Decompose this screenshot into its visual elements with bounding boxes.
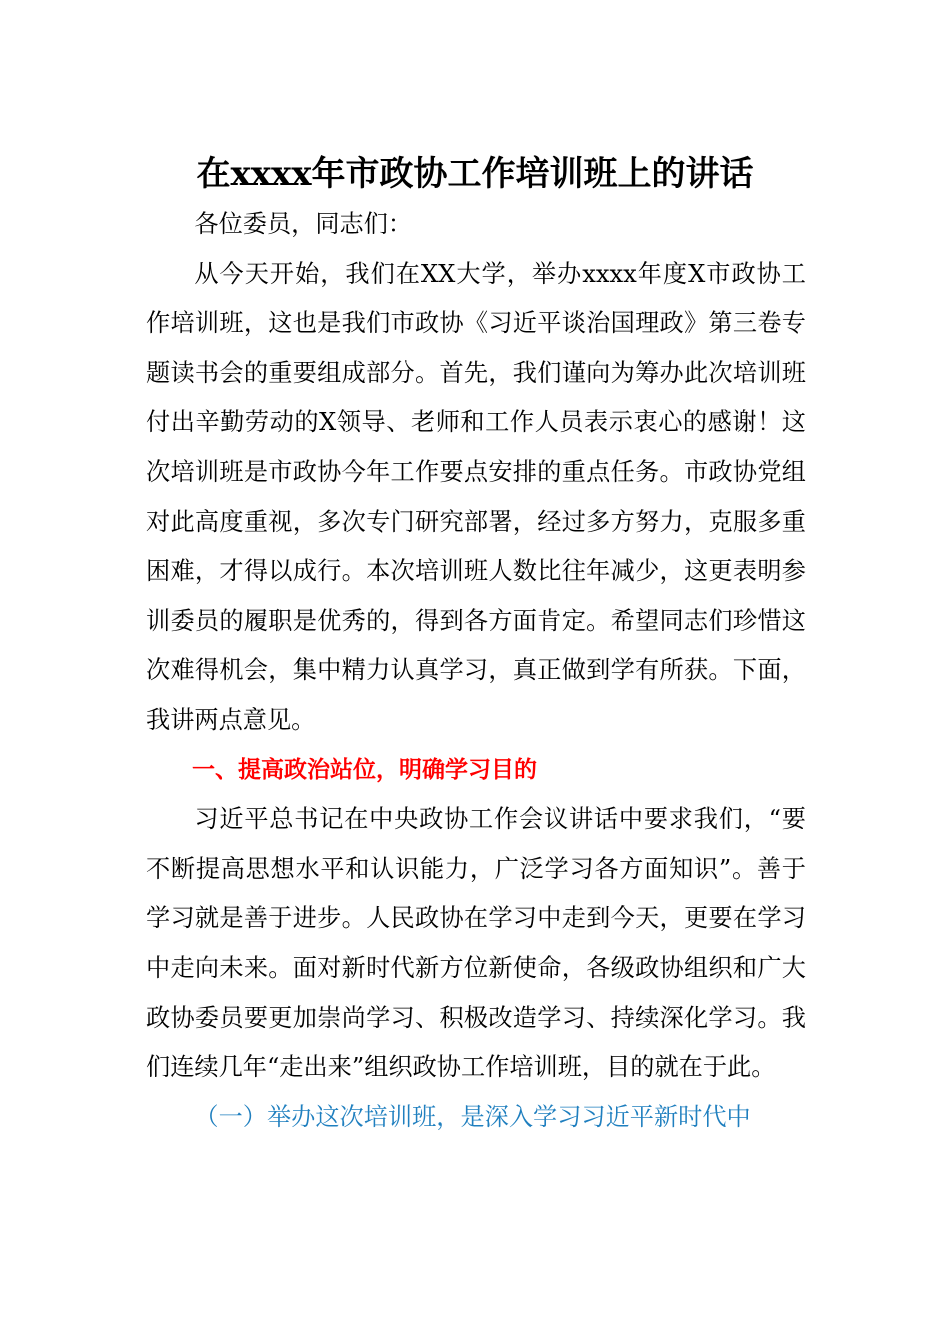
paragraph-intro: 从今天开始，我们在XX大学，举办xxxx年度X市政协工作培训班，这也是我们市政协《习近平谈治国理政》第三卷专题读书会的重要组成部分。首先，我们谨向为筹办此次培训班付出辛勤劳动的X领导、老师和工作人员表示衷心的感谢！这次培训班是市政协今年工作要点安排的重点任务。市政协党组对此高度重视，多次专门研究部署，经过多方努力，克服多重困难，才得以成行。本次培训班人数比往年减少，这更表明参训委员的履职是优秀的，得到各方面肯定。希望同志们珍惜这次难得机会，集中精力认真学习，真正做到学有所获。下面，我讲两点意见。 [146,259,806,734]
document-title: 在xxxx年市政协工作培训班上的讲话 [196,154,754,194]
section-heading-1: 一、提高政治站位，明确学习目的 [192,756,537,783]
paragraph-study: 习近平总书记在中央政协工作会议讲话中要求我们，“要不断提高思想水平和认识能力，广泛学习各方面知识”。善于学习就是善于进步。人民政协在学习中走到今天，更要在学习中走向未来。面对新时代新方位新使命，各级政协组织和广大政协委员要更加崇尚学习、积极改造学习、持续深化学习。我们连续几年“走出来”组织政协工作培训班，目的就在于此。 [146,805,806,1082]
document-body [146,200,806,1142]
salutation: 各位委员，同志们： [194,210,413,238]
subsection-heading-1: （一）举办这次培训班，是深入学习习近平新时代中 [194,1102,751,1131]
